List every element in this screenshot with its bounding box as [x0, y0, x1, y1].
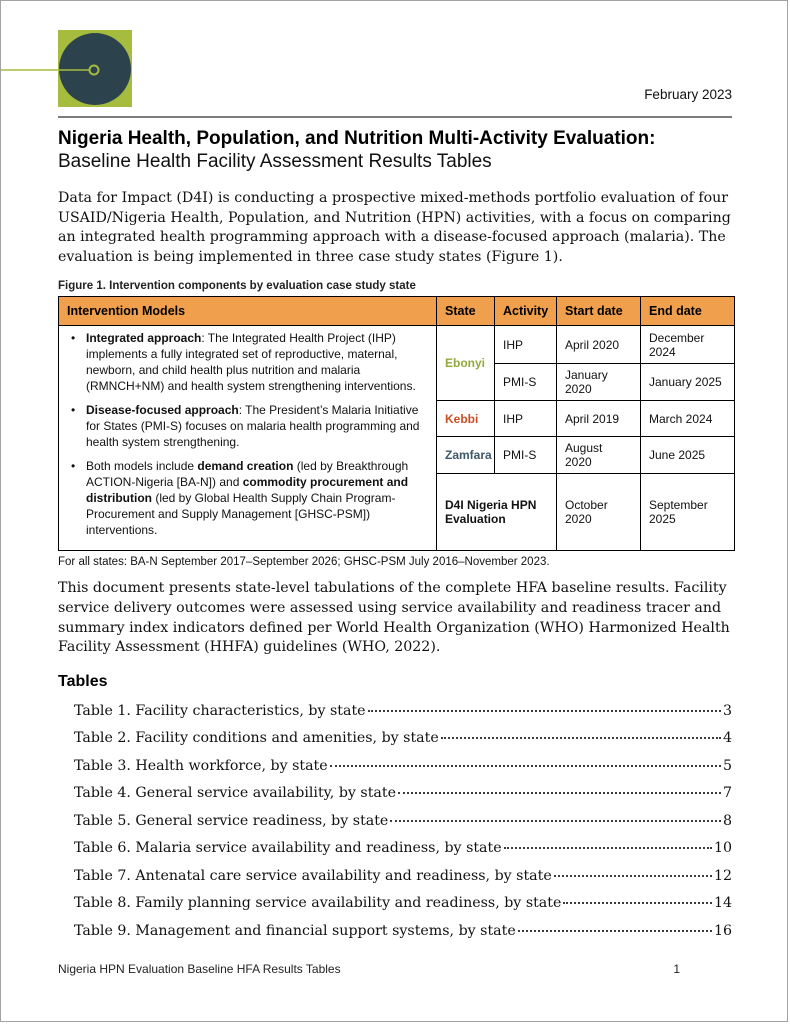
- bullet-integrated-approach: • Integrated approach: The Integrated Health Project (IHP) implements a fully integrated set of reproductive, maternal, newborn, and child health plus nutrition and malaria (RMNCH+NM) and health system strengthening interventions.: [67, 330, 428, 394]
- toc-page-number: 3: [722, 702, 732, 719]
- activity-cell: IHP: [495, 326, 557, 364]
- toc-entry-table8[interactable]: [58, 895, 732, 923]
- toc-entry-table4[interactable]: [58, 785, 732, 813]
- toc-leader-dots: [441, 737, 721, 739]
- toc-leader-dots: [504, 847, 712, 849]
- footer-title: Nigeria HPN Evaluation Baseline HFA Results Tables: [58, 962, 341, 976]
- table-row: [59, 326, 735, 364]
- toc-label: Table 8. Family planning service availability and readiness, by state: [74, 895, 562, 912]
- publication-date: February 2023: [644, 87, 732, 102]
- logo-circle: [59, 33, 131, 105]
- toc-entry-table3[interactable]: [58, 758, 732, 786]
- col-header-start-date: Start date: [557, 297, 641, 326]
- toc-page-number: 10: [713, 840, 732, 857]
- end-date-cell: March 2024: [641, 401, 735, 437]
- toc-entry-table2[interactable]: [58, 730, 732, 758]
- activity-cell: PMI-S: [495, 364, 557, 401]
- figure1-table: [58, 296, 735, 551]
- toc-leader-dots: [563, 902, 712, 904]
- toc-label: Table 3. Health workforce, by state: [74, 757, 328, 774]
- footer-page-number: 1: [673, 962, 680, 976]
- activity-cell: IHP: [495, 401, 557, 437]
- toc-entry-table6[interactable]: [58, 840, 732, 868]
- toc-leader-dots: [390, 820, 721, 822]
- toc-leader-dots: [398, 792, 721, 794]
- body-paragraph-2: This document presents state-level tabulations of the complete HFA baseline results. Facility service delivery outcomes were assessed using service availability and readiness tracer and summary index indicators defined per World Health Organization (WHO) Harmonized Health Facility Assessment (HHFA) guidelines (WHO, 2022).: [58, 580, 730, 656]
- toc-leader-dots: [518, 930, 712, 932]
- toc-entry-table7[interactable]: [58, 868, 732, 896]
- intro-paragraph: Data for Impact (D4I) is conducting a prospective mixed-methods portfolio evaluation of four USAID/Nigeria Health, Population, and Nutrition (HPN) activities, with a focus on comparing an integrated health programming approach with a disease-focused approach (malaria). The evaluation is being implemented in three case study states (Figure 1).: [58, 190, 731, 265]
- toc-page-number: 14: [713, 895, 732, 912]
- toc-page-number: 8: [722, 812, 732, 829]
- start-date-cell: August 2020: [557, 437, 641, 474]
- table-of-contents: [58, 703, 732, 951]
- toc-entry-table5[interactable]: [58, 813, 732, 841]
- state-cell-zamfara: Zamfara: [437, 437, 495, 474]
- table-footnote: For all states: BA-N September 2017–September 2026; GHSC-PSM July 2016–November 2023.: [58, 556, 550, 569]
- bullet-disease-focused-approach: • Disease-focused approach: The President’s Malaria Initiative for States (PMI-S) focuses on malaria health programming and health system strengthening.: [67, 402, 428, 450]
- start-date-cell: April 2019: [557, 401, 641, 437]
- col-header-intervention-models: Intervention Models: [59, 297, 437, 326]
- toc-label: Table 6. Malaria service availability and readiness, by state: [74, 840, 502, 857]
- header-divider: [58, 116, 732, 118]
- start-date-cell: January 2020: [557, 364, 641, 401]
- toc-entry-table1[interactable]: [58, 703, 732, 731]
- end-date-cell: September 2025: [641, 474, 735, 551]
- toc-page-number: 5: [722, 757, 732, 774]
- end-date-cell: January 2025: [641, 364, 735, 401]
- bullet-both-models: • Both models include demand creation (led by Breakthrough ACTION-Nigeria [BA-N]) and commodity procurement and distribution (led by Global Health Supply Chain Program-Procurement and Supply Management [GHSC-PSM]) interventions.: [67, 458, 428, 538]
- activity-cell: PMI-S: [495, 437, 557, 474]
- intervention-models-cell: [59, 326, 437, 551]
- toc-leader-dots: [554, 875, 712, 877]
- start-date-cell: April 2020: [557, 326, 641, 364]
- toc-label: Table 2. Facility conditions and amenities, by state: [74, 730, 439, 747]
- d4i-logo: [1, 29, 141, 111]
- toc-page-number: 16: [713, 922, 732, 939]
- toc-label: Table 7. Antenatal care service availability and readiness, by state: [74, 867, 552, 884]
- content-column: [1, 1, 787, 950]
- toc-label: Table 5. General service readiness, by state: [74, 812, 389, 829]
- table-header-row: [59, 297, 735, 326]
- report-title: [58, 127, 732, 173]
- toc-leader-dots: [330, 765, 721, 767]
- tables-heading: Tables: [58, 672, 108, 690]
- toc-page-number: 7: [722, 785, 732, 802]
- report-title-line1: Nigeria Health, Population, and Nutrition Multi-Activity Evaluation:: [58, 128, 656, 149]
- toc-label: Table 4. General service availability, by state: [74, 785, 396, 802]
- state-cell-ebonyi: Ebonyi: [437, 326, 495, 401]
- toc-leader-dots: [368, 710, 721, 712]
- toc-entry-table9[interactable]: [58, 923, 732, 951]
- figure1-caption: Figure 1. Intervention components by evaluation case study state: [58, 280, 416, 293]
- d4i-evaluation-cell: D4I Nigeria HPN Evaluation: [437, 474, 557, 551]
- state-cell-kebbi: Kebbi: [437, 401, 495, 437]
- col-header-activity: Activity: [495, 297, 557, 326]
- toc-page-number: 12: [713, 867, 732, 884]
- report-title-line2: Baseline Health Facility Assessment Results Tables: [58, 151, 492, 172]
- page-footer: [58, 962, 732, 976]
- col-header-state: State: [437, 297, 495, 326]
- start-date-cell: October 2020: [557, 474, 641, 551]
- toc-label: Table 9. Management and financial support systems, by state: [74, 922, 516, 939]
- toc-label: Table 1. Facility characteristics, by state: [74, 702, 366, 719]
- intervention-models-list: [67, 330, 428, 538]
- end-date-cell: June 2025: [641, 437, 735, 474]
- col-header-end-date: End date: [641, 297, 735, 326]
- end-date-cell: December 2024: [641, 326, 735, 364]
- toc-page-number: 4: [722, 730, 732, 747]
